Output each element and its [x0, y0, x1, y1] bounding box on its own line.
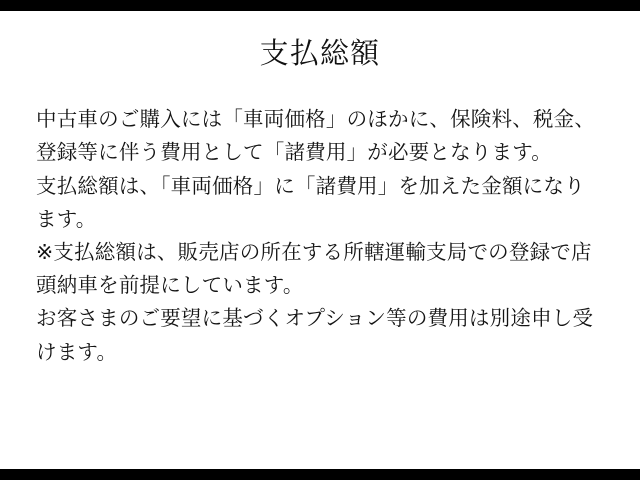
paragraph-2: 支払総額は、「車両価格」に「諸費用」を加えた金額になります。: [36, 173, 585, 231]
document-content: [0, 11, 640, 469]
document-body: [36, 103, 604, 369]
paragraph-1: 中古車のご購入には「車両価格」のほかに、保険料、税金、登録等に伴う費用として「諸費用」が必要となります。: [36, 107, 596, 165]
page-title: 支払総額: [259, 36, 381, 70]
paragraph-3: ※支払総額は、販売店の所在する所轄運輸支局での登録で店頭納車を前提にしています。: [36, 240, 592, 298]
paragraph-4: お客さまのご要望に基づくオプション等の費用は別途申し受けます。: [36, 306, 594, 364]
top-black-bar: [0, 0, 640, 11]
bottom-black-bar: [0, 469, 640, 480]
